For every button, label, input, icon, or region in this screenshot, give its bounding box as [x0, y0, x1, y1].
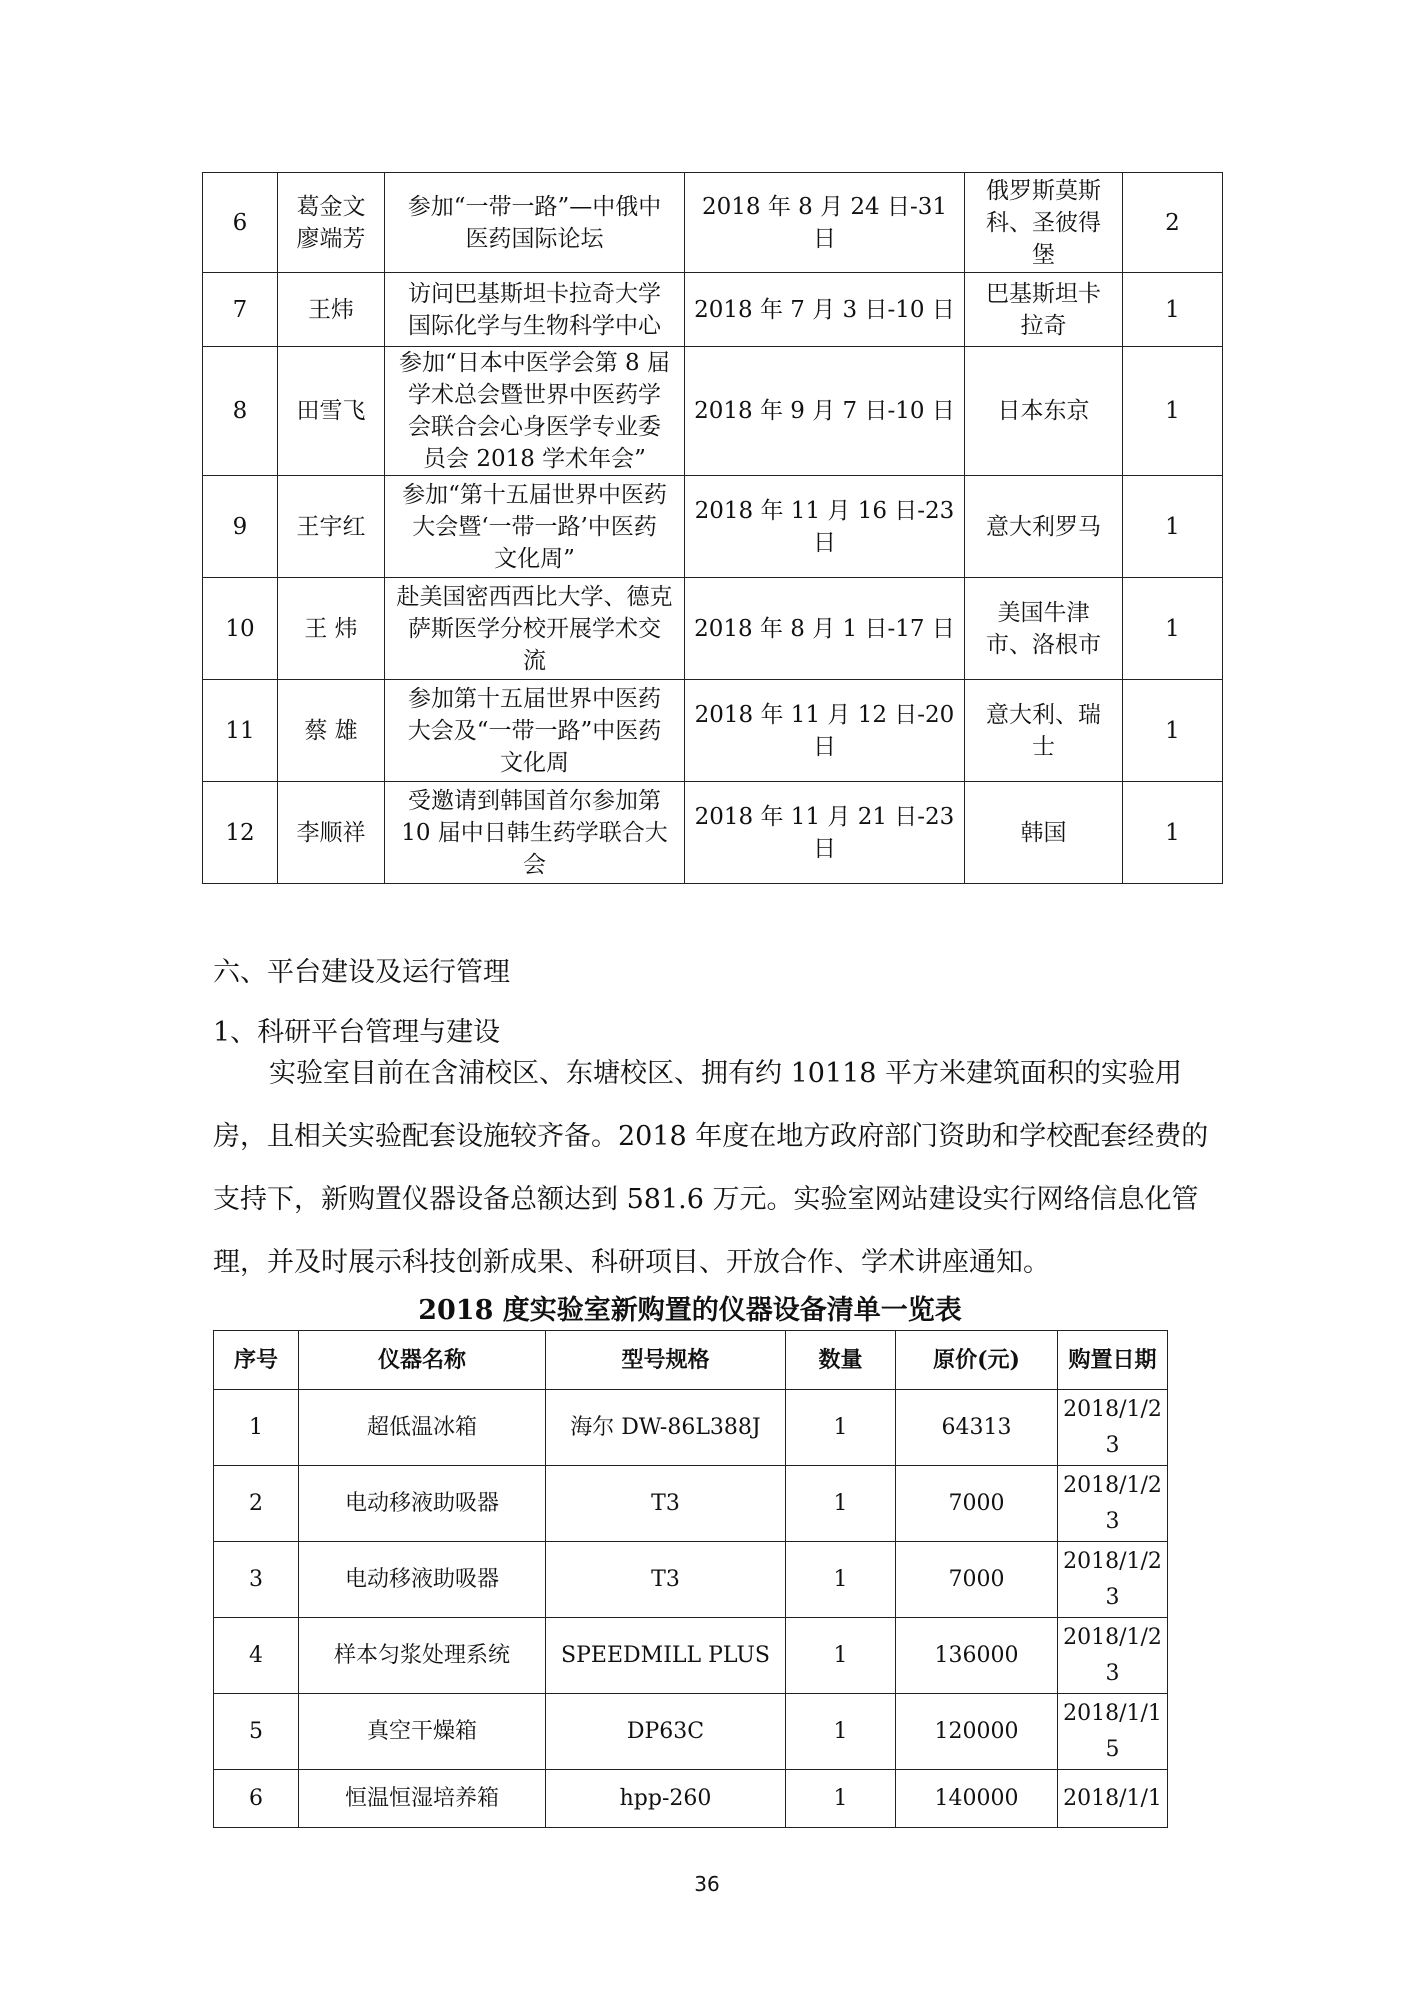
visit-purpose-cell: 参加“第十五届世界中医药 大会暨‘一带一路’中医药 文化周”: [385, 476, 685, 578]
visit-place-cell: 美国牛津 市、洛根市: [965, 578, 1123, 680]
equipment-model-cell: 海尔 DW-86L388J: [546, 1390, 786, 1466]
equipment-name-cell: 电动移液助吸器: [299, 1542, 546, 1618]
equipment-no-cell: 2: [214, 1466, 299, 1542]
visit-purpose-cell: 参加第十五届世界中医药 大会及“一带一路”中医药 文化周: [385, 680, 685, 782]
visit-row: [203, 476, 1223, 578]
visit-purpose-cell: 受邀请到韩国首尔参加第 10 届中日韩生药学联合大 会: [385, 782, 685, 884]
equipment-date-cell: 2018/1/2 3: [1058, 1390, 1168, 1466]
visit-date-cell: 2018 年 11 月 12 日-20 日: [685, 680, 965, 782]
equipment-date-cell: 2018/1/1: [1058, 1770, 1168, 1828]
visit-place-cell: 意大利、瑞 士: [965, 680, 1123, 782]
equipment-no-cell: 3: [214, 1542, 299, 1618]
equipment-no-cell: 1: [214, 1390, 299, 1466]
visits-table: [202, 172, 1223, 884]
header-price: 原价(元): [896, 1331, 1058, 1390]
equipment-price-cell: 7000: [896, 1466, 1058, 1542]
visit-date-cell: 2018 年 8 月 24 日-31 日: [685, 173, 965, 273]
visit-date-cell: 2018 年 11 月 16 日-23 日: [685, 476, 965, 578]
equipment-model-cell: T3: [546, 1466, 786, 1542]
visit-purpose-cell: 参加“日本中医学会第 8 届 学术总会暨世界中医药学 会联合会心身医学专业委 员会 2018 学术年会”: [385, 347, 685, 476]
visit-date-cell: 2018 年 9 月 7 日-10 日: [685, 347, 965, 476]
visit-no-cell: 9: [203, 476, 278, 578]
visit-count-cell: 1: [1123, 578, 1223, 680]
equipment-row: [214, 1618, 1168, 1694]
visit-count-cell: 1: [1123, 347, 1223, 476]
equipment-no-cell: 4: [214, 1618, 299, 1694]
visit-place-cell: 巴基斯坦卡 拉奇: [965, 273, 1123, 347]
visit-name-cell: 李顺祥: [278, 782, 385, 884]
equipment-price-cell: 64313: [896, 1390, 1058, 1466]
visit-no-cell: 12: [203, 782, 278, 884]
visit-no-cell: 7: [203, 273, 278, 347]
visit-date-cell: 2018 年 7 月 3 日-10 日: [685, 273, 965, 347]
equipment-qty-cell: 1: [786, 1694, 896, 1770]
visit-place-cell: 韩国: [965, 782, 1123, 884]
visit-name-cell: 王 炜: [278, 578, 385, 680]
visit-row: [203, 782, 1223, 884]
equipment-model-cell: hpp-260: [546, 1770, 786, 1828]
visit-purpose-cell: 参加“一带一路”—中俄中 医药国际论坛: [385, 173, 685, 273]
visit-name-cell: 葛金文 廖端芳: [278, 173, 385, 273]
visit-row: [203, 578, 1223, 680]
visit-count-cell: 1: [1123, 782, 1223, 884]
equipment-price-cell: 120000: [896, 1694, 1058, 1770]
visit-row: [203, 173, 1223, 273]
visit-row: [203, 680, 1223, 782]
visit-no-cell: 6: [203, 173, 278, 273]
equipment-date-cell: 2018/1/1 5: [1058, 1694, 1168, 1770]
equipment-table: [213, 1330, 1168, 1828]
visit-count-cell: 2: [1123, 173, 1223, 273]
equipment-row: [214, 1770, 1168, 1828]
visit-place-cell: 意大利罗马: [965, 476, 1123, 578]
sub-heading: 1、科研平台管理与建设: [213, 1017, 501, 1048]
equipment-name-cell: 恒温恒湿培养箱: [299, 1770, 546, 1828]
equipment-row: [214, 1466, 1168, 1542]
visit-place-cell: 日本东京: [965, 347, 1123, 476]
equipment-date-cell: 2018/1/2 3: [1058, 1466, 1168, 1542]
page-number: 36: [694, 1872, 720, 1896]
equipment-qty-cell: 1: [786, 1542, 896, 1618]
equipment-no-cell: 6: [214, 1770, 299, 1828]
visit-date-cell: 2018 年 11 月 21 日-23 日: [685, 782, 965, 884]
equipment-model-cell: DP63C: [546, 1694, 786, 1770]
visit-count-cell: 1: [1123, 680, 1223, 782]
equipment-row: [214, 1694, 1168, 1770]
visit-name-cell: 王宇红: [278, 476, 385, 578]
equipment-date-cell: 2018/1/2 3: [1058, 1618, 1168, 1694]
equipment-price-cell: 7000: [896, 1542, 1058, 1618]
equipment-model-cell: SPEEDMILL PLUS: [546, 1618, 786, 1694]
visit-row: [203, 273, 1223, 347]
equipment-qty-cell: 1: [786, 1390, 896, 1466]
header-qty: 数量: [786, 1331, 896, 1390]
header-date: 购置日期: [1058, 1331, 1168, 1390]
equipment-qty-cell: 1: [786, 1466, 896, 1542]
visit-name-cell: 田雪飞: [278, 347, 385, 476]
equipment-row: [214, 1390, 1168, 1466]
equipment-model-cell: T3: [546, 1542, 786, 1618]
equipment-table-title: 2018 度实验室新购置的仪器设备清单一览表: [418, 1295, 962, 1326]
equipment-qty-cell: 1: [786, 1618, 896, 1694]
visit-count-cell: 1: [1123, 273, 1223, 347]
visit-name-cell: 王炜: [278, 273, 385, 347]
visit-name-cell: 蔡 雄: [278, 680, 385, 782]
visit-purpose-cell: 赴美国密西西比大学、德克 萨斯医学分校开展学术交 流: [385, 578, 685, 680]
equipment-price-cell: 140000: [896, 1770, 1058, 1828]
equipment-header-row: [214, 1331, 1168, 1390]
equipment-date-cell: 2018/1/2 3: [1058, 1542, 1168, 1618]
visit-count-cell: 1: [1123, 476, 1223, 578]
visit-no-cell: 10: [203, 578, 278, 680]
visit-no-cell: 8: [203, 347, 278, 476]
equipment-qty-cell: 1: [786, 1770, 896, 1828]
equipment-name-cell: 电动移液助吸器: [299, 1466, 546, 1542]
equipment-name-cell: 真空干燥箱: [299, 1694, 546, 1770]
visit-place-cell: 俄罗斯莫斯 科、圣彼得 堡: [965, 173, 1123, 273]
equipment-name-cell: 超低温冰箱: [299, 1390, 546, 1466]
visit-no-cell: 11: [203, 680, 278, 782]
equipment-name-cell: 样本匀浆处理系统: [299, 1618, 546, 1694]
equipment-row: [214, 1542, 1168, 1618]
section-heading: 六、平台建设及运行管理: [213, 957, 510, 988]
equipment-no-cell: 5: [214, 1694, 299, 1770]
equipment-price-cell: 136000: [896, 1618, 1058, 1694]
visit-row: [203, 347, 1223, 476]
header-name: 仪器名称: [299, 1331, 546, 1390]
header-no: 序号: [214, 1331, 299, 1390]
body-paragraph: 实验室目前在含浦校区、东塘校区、拥有约 10118 平方米建筑面积的实验用房，且相关实验配套设施较齐备。2018 年度在地方政府部门资助和学校配套经费的支持下，新购置仪器设备总额达到 581.6 万元。实验室网站建设实行网络信息化管理，并及时展示科技创新成果、科研项目、开放合作、学术讲座通知。: [213, 1058, 1209, 1278]
visit-date-cell: 2018 年 8 月 1 日-17 日: [685, 578, 965, 680]
visit-purpose-cell: 访问巴基斯坦卡拉奇大学 国际化学与生物科学中心: [385, 273, 685, 347]
header-model: 型号规格: [546, 1331, 786, 1390]
